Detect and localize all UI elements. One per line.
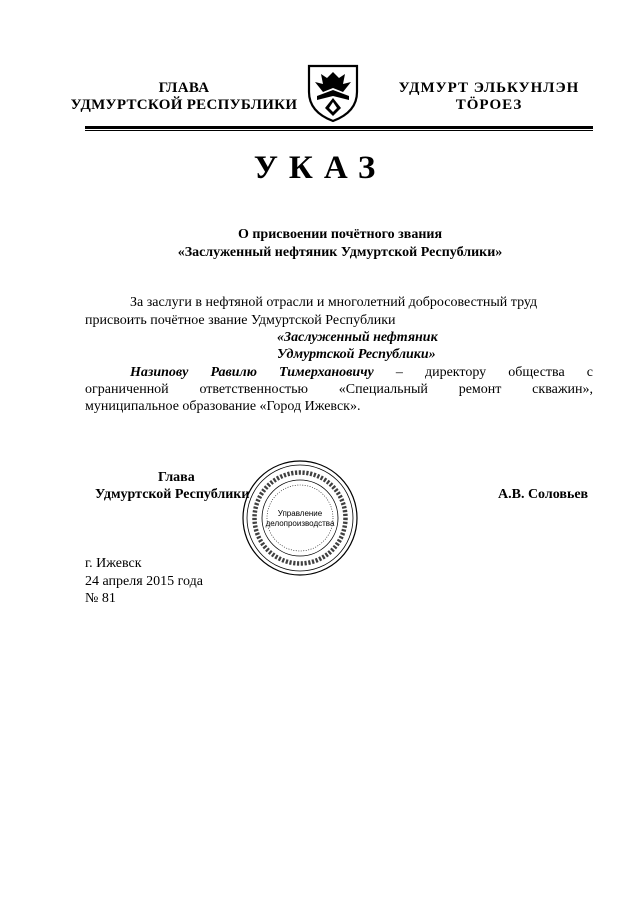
body-line-organization: ограниченной ответственностью «Специальный ремонт скважин», — [85, 382, 593, 397]
signature-position-line2: Удмуртской Республики — [95, 487, 250, 502]
footer-date: 24 апреля 2015 года — [85, 574, 203, 589]
recipient-position: – директору общества с — [373, 365, 593, 380]
footer-number: № 81 — [85, 591, 116, 606]
header-divider-thick — [85, 126, 593, 129]
header-right — [375, 80, 603, 114]
body-line2: присвоить почётное звание Удмуртской Республики — [85, 313, 396, 328]
recipient-line — [85, 364, 593, 381]
recipient-name: Назипову Равилю Тимерхановичу — [130, 365, 374, 380]
subject-line1: О присвоении почётного звания — [237, 227, 443, 242]
body-line-city: муниципальное образование «Город Ижевск». — [85, 399, 361, 414]
stamp-center-line1: Управление — [277, 509, 323, 518]
honor-title-line2: Удмуртской Республики» — [277, 347, 436, 362]
signature-position-line1: Глава — [158, 470, 195, 485]
header-left-line2: УДМУРТСКОЙ РЕСПУБЛИКИ — [70, 97, 298, 113]
header-left — [70, 80, 298, 114]
header-right-line2: ТӦРОЕЗ — [455, 97, 523, 113]
stamp-center-line2: делопроизводства — [265, 519, 335, 528]
header-right-line1: УДМУРТ ЭЛЬКУНЛЭН — [398, 80, 580, 96]
header-divider-thin — [85, 130, 593, 131]
honor-title-line1: «Заслуженный нефтяник — [277, 330, 438, 345]
document-title: УКАЗ — [253, 150, 387, 186]
signature-name: А.В. Соловьев — [498, 487, 589, 502]
official-stamp-icon — [240, 458, 360, 578]
body-line1: За заслуги в нефтяной отрасли и многолетний добросовестный труд — [130, 295, 538, 310]
udmurt-coat-of-arms-icon — [305, 62, 361, 124]
footer-city: г. Ижевск — [85, 556, 142, 571]
header-left-line1: ГЛАВА — [158, 80, 210, 96]
subject-line2: «Заслуженный нефтяник Удмуртской Республики» — [177, 245, 503, 260]
